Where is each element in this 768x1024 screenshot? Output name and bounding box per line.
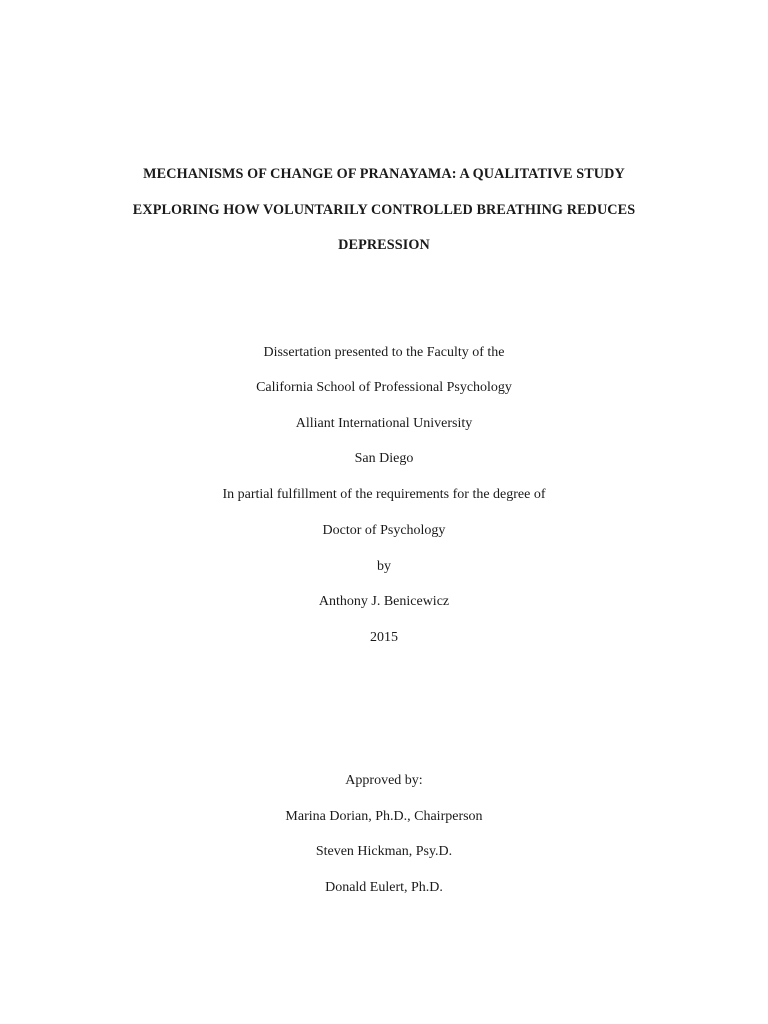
by-label: by — [377, 559, 391, 574]
presentation-line-fulfillment: In partial fulfillment of the requirements for the degree of — [222, 487, 546, 502]
committee-member: Donald Eulert, Ph.D. — [325, 880, 443, 895]
degree-name: Doctor of Psychology — [322, 523, 446, 538]
approved-by-label: Approved by: — [345, 773, 423, 788]
committee-chair: Marina Dorian, Ph.D., Chairperson — [285, 809, 483, 824]
title-line-2: EXPLORING HOW VOLUNTARILY CONTROLLED BREATHING REDUCES — [132, 202, 636, 218]
presentation-line-faculty: Dissertation presented to the Faculty of the — [263, 345, 505, 360]
title-line-3: DEPRESSION — [338, 237, 430, 253]
presentation-line-university: Alliant International University — [295, 416, 473, 431]
year: 2015 — [370, 630, 398, 645]
author-name: Anthony J. Benicewicz — [318, 594, 450, 609]
presentation-line-campus: San Diego — [354, 451, 414, 466]
committee-member: Steven Hickman, Psy.D. — [315, 844, 453, 859]
presentation-line-school: California School of Professional Psychology — [256, 380, 512, 395]
title-line-1: MECHANISMS OF CHANGE OF PRANAYAMA: A QUALITATIVE STUDY — [143, 166, 625, 182]
